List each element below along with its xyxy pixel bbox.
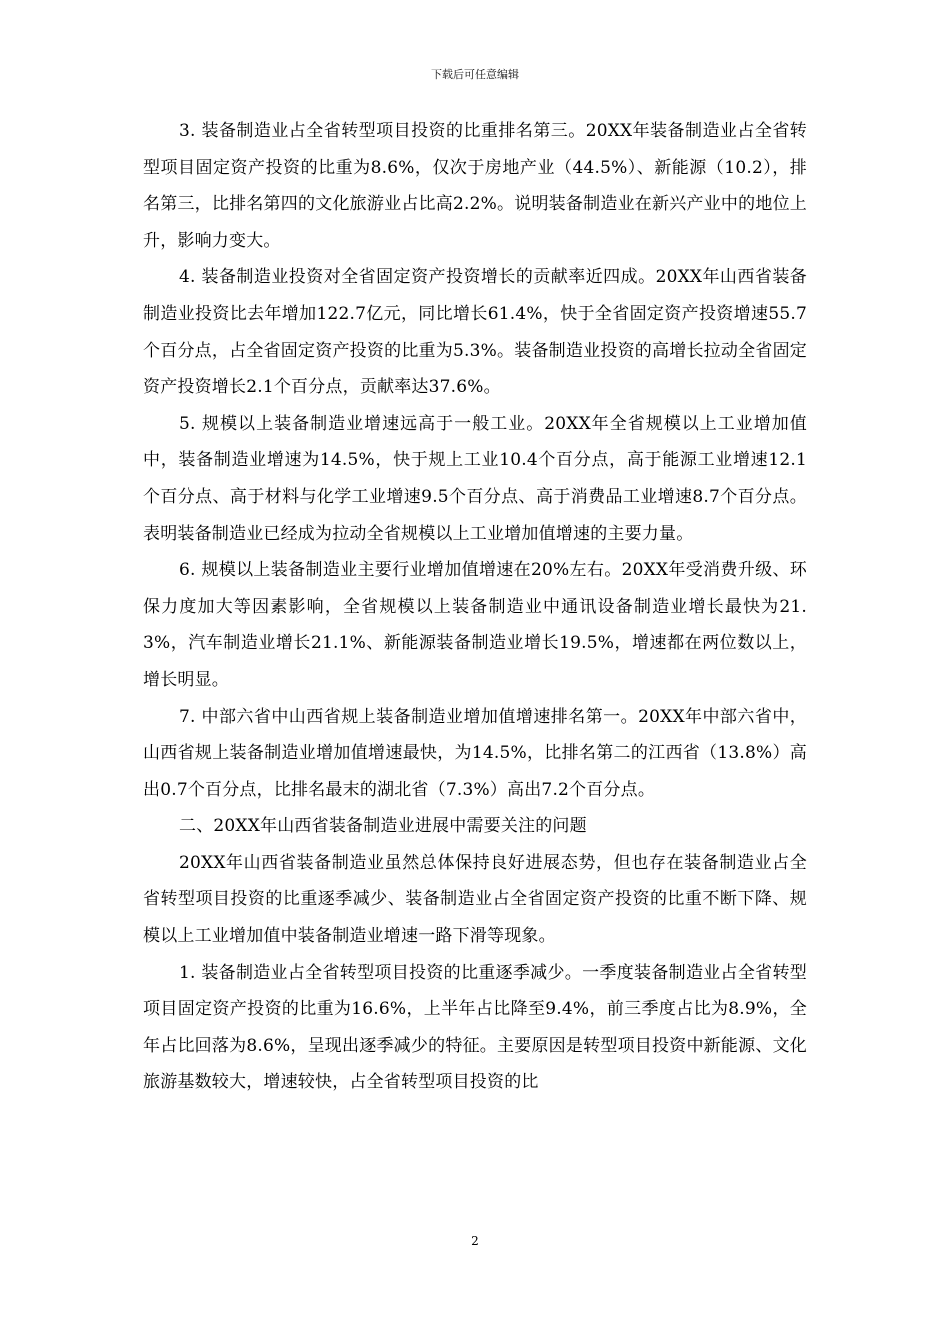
paragraph-3-equipment-share-rank: 3. 装备制造业占全省转型项目投资的比重排名第三。20XX年装备制造业占全省转型项目固定资产投资的比重为8.6%，仅次于房地产业（44.5%）、新能源（10.2），排名第三，比排名第四的文化旅游业占比高2.2%。说明装备制造业在新兴产业中的地位上升，影响力变大。	[143, 121, 807, 251]
paragraph-6-sub-industry-growth: 6. 规模以上装备制造业主要行业增加值增速在20%左右。20XX年受消费升级、环保力度加大等因素影响，全省规模以上装备制造业中通讯设备制造业增长最快为21.3%，汽车制造业增长21.1%、新能源装备制造业增长19.5%，增速都在两位数以上，增长明显。	[143, 560, 807, 690]
paragraph-5-growth-vs-industry: 5. 规模以上装备制造业增速远高于一般工业。20XX年全省规模以上工业增加值中，装备制造业增速为14.5%，快于规上工业10.4个百分点，高于能源工业增速12.1个百分点、高于材料与化学工业增速9.5个百分点、高于消费品工业增速8.7个百分点。表明装备制造业已经成为拉动全省规模以上工业增加值增速的主要力量。	[143, 413, 807, 544]
paragraph-issue-1-declining-share: 1. 装备制造业占全省转型项目投资的比重逐季减少。一季度装备制造业占全省转型项目固定资产投资的比重为16.6%，上半年占比降至9.4%，前三季度占比为8.9%，全年占比回落为8.6%，呈现出逐季减少的特征。主要原因是转型项目投资中新能源、文化旅游基数较大，增速较快，占全省转型项目投资的比	[143, 962, 807, 1093]
paragraph-issues-overview: 20XX年山西省装备制造业虽然总体保持良好进展态势，但也存在装备制造业占全省转型项目投资的比重逐季减少、装备制造业占全省固定资产投资的比重不断下降、规模以上工业增加值中装备制造业增速一路下滑等现象。	[143, 852, 807, 947]
paragraph-7-central-provinces-rank: 7. 中部六省中山西省规上装备制造业增加值增速排名第一。20XX年中部六省中，山西省规上装备制造业增加值增速最快，为14.5%，比排名第二的江西省（13.8%）高出0.7个百分点，比排名最末的湖北省（7.3%）高出7.2个百分点。	[143, 706, 807, 800]
page-header: 下载后可任意编辑	[431, 68, 519, 81]
document-body	[143, 113, 807, 1101]
page-number: 2	[471, 1234, 479, 1248]
section-heading-issues: 二、20XX年山西省装备制造业进展中需要关注的问题	[179, 816, 587, 837]
paragraph-4-investment-contribution: 4. 装备制造业投资对全省固定资产投资增长的贡献率近四成。20XX年山西省装备制造业投资比去年增加122.7亿元，同比增长61.4%，快于全省固定资产投资增速55.7个百分点，占全省固定资产投资的比重为5.3%。装备制造业投资的高增长拉动全省固定资产投资增长2.1个百分点，贡献率达37.6%。	[143, 267, 807, 398]
